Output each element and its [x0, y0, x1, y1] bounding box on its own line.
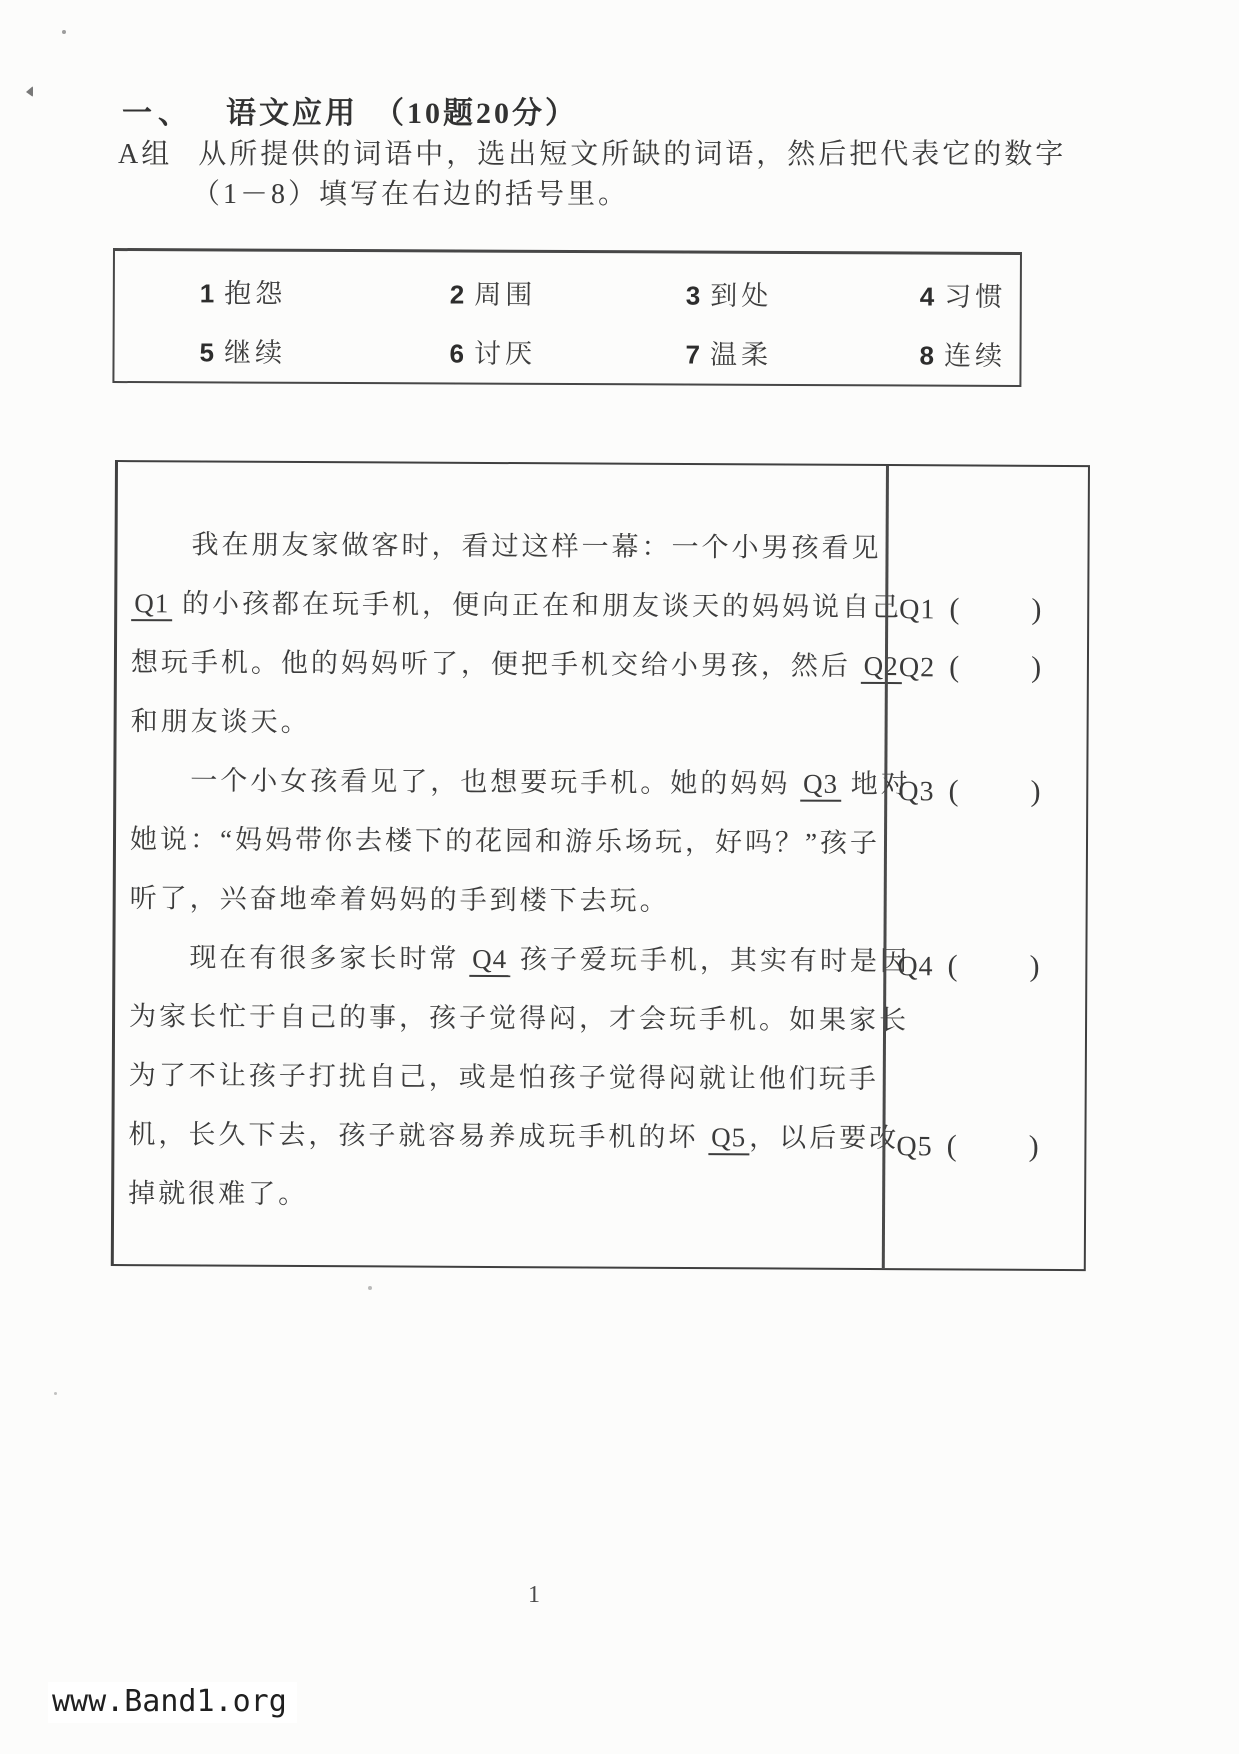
bracket-close: ) [1031, 650, 1042, 684]
section-score: （10题20分） [374, 97, 578, 130]
answer-label: Q5 [896, 1131, 933, 1163]
passage-text [128, 515, 911, 1227]
answer-label: Q2 [898, 652, 936, 684]
passage-line [131, 574, 903, 637]
blank-marker-q1: Q1 [131, 588, 172, 621]
group-label: A组 [118, 139, 173, 170]
word-text: 讨厌 [473, 338, 537, 369]
word-text: 温柔 [709, 339, 773, 370]
passage-line [128, 1164, 876, 1227]
instructions-line-2 [192, 172, 629, 212]
word-text: 抱怨 [224, 278, 287, 309]
answer-slot-q4 [897, 946, 1039, 987]
blank-marker-q4: Q4 [469, 944, 510, 977]
word-bank-item-8 [919, 336, 1006, 376]
scan-speck [368, 1286, 372, 1290]
passage-segment: 我在朋友家做客时，看过这样一幕：一个小男孩看见 [191, 529, 882, 564]
passage-segment: 想玩手机。他的妈妈听了，便把手机交给小男孩，然后 [130, 647, 861, 681]
word-bank-item-1 [200, 273, 287, 313]
answer-label: Q4 [897, 951, 934, 983]
word-bank-item-6 [449, 333, 536, 373]
watermark: www.Band1.org [48, 1682, 297, 1723]
scan-speck [26, 86, 33, 97]
passage-box [111, 460, 1090, 1271]
passage-line [129, 810, 881, 873]
passage-segment: 机，长久下去，孩子就容易养成玩手机的坏 [128, 1119, 709, 1153]
passage-line [129, 987, 910, 1050]
passage-line [130, 633, 899, 696]
answer-slot-q1 [899, 589, 1041, 630]
word-number: 8 [919, 340, 935, 371]
page-number: 1 [528, 1582, 540, 1608]
passage-segment: 地对 [840, 768, 911, 800]
word-bank-table [112, 248, 1022, 387]
word-bank-item-2 [450, 274, 537, 314]
passage-segment: 一个小女孩看见了，也想要玩手机。她的妈妈 [190, 765, 801, 799]
answer-label: Q3 [898, 776, 935, 808]
word-number: 7 [685, 339, 701, 370]
word-bank-item-3 [686, 275, 773, 315]
passage-segment: 掉就很难了。 [128, 1178, 309, 1210]
word-number: 3 [685, 280, 701, 311]
passage-line [129, 1046, 877, 1109]
passage-line [130, 751, 911, 814]
bracket-open: ( [949, 592, 960, 626]
word-number: 6 [449, 338, 465, 369]
passage-segment: 和朋友谈天。 [130, 706, 311, 738]
section-title: 语文应用 [226, 97, 358, 130]
answer-slot-q3 [898, 771, 1040, 812]
passage-line [130, 869, 878, 932]
passage-line [131, 515, 882, 578]
answer-slot-q5 [896, 1126, 1038, 1167]
scan-speck [62, 30, 66, 34]
instruction-text-1: 从所提供的词语中，选出短文所缺的词语，然后把代表它的数字 [198, 139, 1067, 170]
word-number: 5 [199, 337, 215, 368]
word-text: 连续 [943, 340, 1007, 371]
word-bank-item-4 [920, 277, 1007, 317]
bracket-close: ) [1031, 592, 1042, 626]
passage-line [129, 928, 910, 991]
section-number: 一、 [122, 97, 194, 130]
word-text: 周围 [474, 279, 537, 310]
word-bank-item-7 [685, 334, 772, 374]
bracket-close: ) [1030, 774, 1041, 808]
bracket-open: ( [947, 949, 958, 983]
bracket-open: ( [948, 774, 959, 808]
word-bank-item-5 [199, 332, 286, 372]
bracket-close: ) [1029, 949, 1040, 983]
passage-segment: ，以后要改 [749, 1122, 900, 1154]
passage-segment: 现在有很多家长时常 [189, 942, 470, 974]
blank-marker-q3: Q3 [800, 769, 841, 802]
bracket-close: ) [1028, 1129, 1039, 1163]
passage-segment: 孩子爱玩手机，其实有时是因 [510, 944, 910, 977]
passage-segment: 为了不让孩子打扰自己，或是怕孩子觉得闷就让他们玩手 [128, 1060, 879, 1095]
instruction-text-2: （1－8）填写在右边的括号里。 [192, 179, 630, 210]
scan-speck [54, 1392, 57, 1395]
word-number: 2 [449, 279, 465, 310]
section-heading [122, 88, 578, 132]
passage-line [128, 1105, 900, 1168]
passage-segment: 她说：“妈妈带你去楼下的花园和游乐场玩，好吗？”孩子 [129, 824, 881, 859]
word-number: 4 [919, 281, 935, 312]
word-number: 1 [199, 278, 215, 309]
answer-label: Q1 [899, 594, 936, 626]
answer-slot-q2 [899, 647, 1041, 688]
blank-marker-q5: Q5 [708, 1122, 749, 1155]
blank-marker-q2: Q2 [861, 651, 902, 684]
answer-column [882, 466, 1088, 1269]
word-text: 继续 [223, 337, 287, 368]
bracket-open: ( [946, 1129, 957, 1163]
passage-segment: 听了，兴奋地牵着妈妈的手到楼下去玩。 [129, 883, 670, 916]
passage-segment: 的小孩都在玩手机，便向正在和朋友谈天的妈妈说自己 [172, 588, 903, 623]
word-text: 习惯 [944, 281, 1007, 312]
passage-segment: 为家长忙于自己的事，孩子觉得闷，才会玩手机。如果家长 [129, 1001, 910, 1036]
word-text: 到处 [710, 280, 773, 311]
bracket-open: ( [949, 650, 960, 684]
passage-line [130, 692, 878, 755]
instructions-line-1 [118, 132, 1066, 172]
